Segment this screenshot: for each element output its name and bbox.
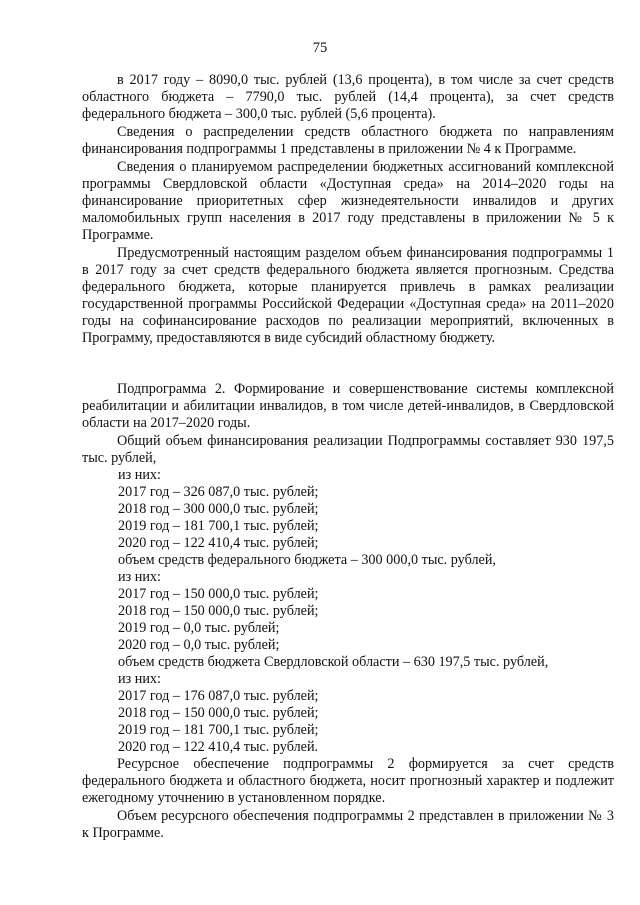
federal-funding-item: 2017 год – 150 000,0 тыс. рублей; <box>118 586 319 602</box>
total-funding-item: 2019 год – 181 700,1 тыс. рублей; <box>118 518 319 534</box>
federal-funding-item: 2019 год – 0,0 тыс. рублей; <box>118 620 280 636</box>
federal-funding-intro: объем средств федерального бюджета – 300 000,0 тыс. рублей, <box>118 552 496 568</box>
federal-funding-item: 2020 год – 0,0 тыс. рублей; <box>118 637 280 653</box>
total-funding-item: 2020 год – 122 410,4 тыс. рублей; <box>118 535 319 551</box>
regional-funding-item: 2018 год – 150 000,0 тыс. рублей; <box>118 705 319 721</box>
total-funding-label: из них: <box>118 467 161 483</box>
regional-funding-item: 2019 год – 181 700,1 тыс. рублей; <box>118 722 319 738</box>
total-funding-item: 2018 год – 300 000,0 тыс. рублей; <box>118 501 319 517</box>
regional-funding-item: 2017 год – 176 087,0 тыс. рублей; <box>118 688 319 704</box>
total-funding-intro: Общий объем финансирования реализации Подпрограммы составляет 930 197,5 тыс. рублей, <box>82 433 614 466</box>
paragraph-appendix-4: Сведения о распределении средств областного бюджета по направлениям финансирования подпрограммы 1 представлены в приложении № 4 к Программе. <box>82 124 614 157</box>
page-content <box>82 72 614 842</box>
page-number: 75 <box>312 40 328 56</box>
total-funding-item: 2017 год – 326 087,0 тыс. рублей; <box>118 484 319 500</box>
subprogram-2-title: Подпрограмма 2. Формирование и совершенствование системы комплексной реабилитации и абилитации инвалидов, в том числе детей-инвалидов, в Свердловской области на 2017–2020 годы. <box>82 381 614 431</box>
regional-funding-item: 2020 год – 122 410,4 тыс. рублей. <box>118 739 319 755</box>
paragraph-appendix-5: Сведения о планируемом распределении бюджетных ассигнований комплексной программы Свердловской области «Доступная среда» на 2014–2020 годы на финансирование приоритетных сфер жизнедеятельности инвалидов и других маломобильных групп населения в 2017 году представлены в приложении № 5 к Программе. <box>82 159 614 243</box>
resource-support-paragraph: Ресурсное обеспечение подпрограммы 2 формируется за счет средств федерального бюджета и областного бюджета, носит прогнозный характер и подлежит ежегодному уточнению в установленном порядке. <box>82 756 614 806</box>
resource-appendix-3-paragraph: Объем ресурсного обеспечения подпрограммы 2 представлен в приложении № 3 к Программе. <box>82 808 614 841</box>
regional-funding-intro: объем средств бюджета Свердловской области – 630 197,5 тыс. рублей, <box>118 654 549 670</box>
paragraph-federal-forecast: Предусмотренный настоящим разделом объем финансирования подпрограммы 1 в 2017 году за счет средств федерального бюджета является прогнозным. Средства федерального бюджета, которые планируется привлечь в рамках реализации государственной программы Российской Федерации «Доступная среда» на 2011–2020 годы на софинансирование расходов по реализации мероприятий, включенных в Программу, предоставляются в виде субсидий областному бюджету. <box>82 245 614 346</box>
regional-funding-label: из них: <box>118 671 161 687</box>
paragraph-funding-2017: в 2017 году – 8090,0 тыс. рублей (13,6 процента), в том числе за счет средств областного бюджета – 7790,0 тыс. рублей (14,4 процента), за счет средств федерального бюджета – 300,0 тыс. рублей (5,6 процента). <box>82 72 614 122</box>
federal-funding-label: из них: <box>118 569 161 585</box>
section-gap <box>82 347 614 381</box>
federal-funding-item: 2018 год – 150 000,0 тыс. рублей; <box>118 603 319 619</box>
